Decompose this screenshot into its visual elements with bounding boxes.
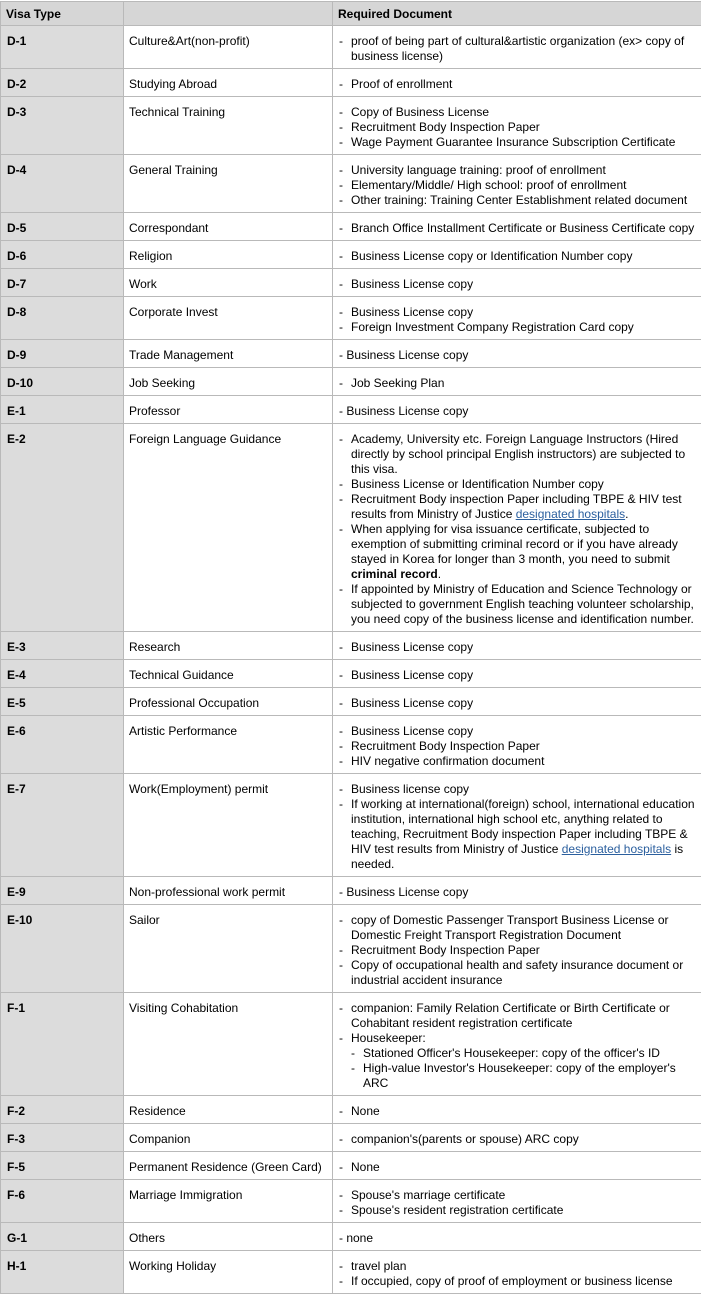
table-row [1, 368, 701, 396]
document-item [339, 739, 697, 754]
text-segment: Proof of enrollment [351, 77, 452, 91]
visa-name: Permanent Residence (Green Card) [124, 1152, 333, 1180]
visa-code: E-6 [1, 716, 124, 774]
document-item [339, 193, 697, 208]
text-segment: Other training: Training Center Establishment related document [351, 193, 687, 207]
required-documents [333, 1180, 701, 1223]
bullet-dash: - [339, 943, 351, 958]
text-segment: Recruitment Body inspection Paper including TBPE & HIV test results from Ministry of Justice [351, 492, 682, 521]
text-segment: Copy of Business License [351, 105, 489, 119]
visa-code: D-10 [1, 368, 124, 396]
required-documents [333, 688, 701, 716]
visa-code: D-9 [1, 340, 124, 368]
document-text [351, 249, 697, 264]
table-row [1, 905, 701, 993]
text-segment: HIV negative confirmation document [351, 754, 544, 768]
document-item [339, 178, 697, 193]
text-segment: - Business License copy [339, 404, 468, 418]
header-visa-type: Visa Type [1, 2, 124, 26]
document-item [339, 105, 697, 120]
document-text [351, 1001, 697, 1031]
text-segment: Academy, University etc. Foreign Language Instructors (Hired directly by school principal English instructors) are subjected to this visa. [351, 432, 685, 476]
document-item [339, 277, 697, 292]
required-documents [333, 368, 701, 396]
text-segment: If working at international(foreign) school, international education institution, international high school etc, anything related to teaching, Recruitment Body inspection Paper including TBPE & HIV test results from Ministry of Justice [351, 797, 695, 856]
table-row [1, 69, 701, 97]
visa-code: F-6 [1, 1180, 124, 1223]
required-documents [333, 660, 701, 688]
document-item [339, 221, 697, 236]
bullet-dash: - [339, 1001, 351, 1016]
document-text [351, 696, 697, 711]
visa-code: F-3 [1, 1124, 124, 1152]
visa-code: H-1 [1, 1251, 124, 1294]
bullet-dash: - [339, 1274, 351, 1289]
visa-name: Non-professional work permit [124, 877, 333, 905]
visa-name: Work(Employment) permit [124, 774, 333, 877]
document-text [351, 1031, 697, 1046]
required-documents [333, 1124, 701, 1152]
visa-name: Research [124, 632, 333, 660]
table-row [1, 993, 701, 1096]
text-segment: Business License copy [351, 724, 473, 738]
bullet-dash: - [339, 754, 351, 769]
document-item [339, 1259, 697, 1274]
bullet-dash: - [339, 277, 351, 292]
text-segment: Business License copy [351, 640, 473, 654]
document-item [339, 376, 697, 391]
visa-code: E-1 [1, 396, 124, 424]
required-documents [333, 1251, 701, 1294]
bullet-dash: - [339, 193, 351, 208]
text-segment: companion's(parents or spouse) ARC copy [351, 1132, 579, 1146]
text-segment: High-value Investor's Housekeeper: copy of the employer's ARC [363, 1061, 676, 1090]
document-text [351, 477, 697, 492]
bullet-dash: - [339, 797, 351, 812]
visa-name: Culture&Art(non-profit) [124, 26, 333, 69]
required-documents [333, 26, 701, 69]
document-text [351, 277, 697, 292]
bullet-dash: - [339, 1160, 351, 1175]
required-documents [333, 241, 701, 269]
bullet-dash: - [339, 135, 351, 150]
table-row [1, 340, 701, 368]
text-segment: is needed. [351, 842, 683, 871]
bullet-dash: - [351, 1061, 363, 1091]
table-row [1, 1124, 701, 1152]
document-text [351, 305, 697, 320]
text-segment: University language training: proof of enrollment [351, 163, 606, 177]
document-text [351, 1203, 697, 1218]
document-item [339, 348, 697, 363]
document-item [339, 305, 697, 320]
document-text [351, 320, 697, 335]
bullet-dash: - [339, 913, 351, 928]
text-segment: Spouse's marriage certificate [351, 1188, 505, 1202]
visa-name: Marriage Immigration [124, 1180, 333, 1223]
document-text [339, 404, 468, 418]
text-segment: Business License or Identification Number copy [351, 477, 604, 491]
bullet-dash: - [339, 249, 351, 264]
visa-name: Visiting Cohabitation [124, 993, 333, 1096]
bullet-dash: - [339, 163, 351, 178]
document-text [351, 221, 697, 236]
visa-code: E-7 [1, 774, 124, 877]
table-row [1, 297, 701, 340]
document-item [339, 34, 697, 64]
document-text [351, 943, 697, 958]
document-text [339, 1231, 373, 1245]
bullet-dash: - [339, 432, 351, 447]
text-segment: Stationed Officer's Housekeeper: copy of the officer's ID [363, 1046, 660, 1060]
document-text [363, 1046, 697, 1061]
required-documents [333, 155, 701, 213]
required-documents [333, 97, 701, 155]
text-segment: - Business License copy [339, 885, 468, 899]
text-segment: Spouse's resident registration certificate [351, 1203, 563, 1217]
table-row [1, 688, 701, 716]
document-item [339, 492, 697, 522]
visa-name: Foreign Language Guidance [124, 424, 333, 632]
text-segment: companion: Family Relation Certificate or Birth Certificate or Cohabitant resident registration certificate [351, 1001, 670, 1030]
document-text [351, 120, 697, 135]
document-item [339, 754, 697, 769]
document-text [351, 739, 697, 754]
visa-name: Working Holiday [124, 1251, 333, 1294]
document-item [339, 913, 697, 943]
visa-name: Companion [124, 1124, 333, 1152]
text-segment: If occupied, copy of proof of employment or business license [351, 1274, 673, 1288]
document-item [339, 477, 697, 492]
document-item [339, 163, 697, 178]
emphasis-text: criminal record [351, 567, 438, 581]
document-text [351, 178, 697, 193]
document-text [351, 105, 697, 120]
document-text [351, 432, 697, 477]
document-text [351, 522, 697, 582]
visa-code: D-4 [1, 155, 124, 213]
table-row [1, 877, 701, 905]
visa-name: Religion [124, 241, 333, 269]
document-text [351, 582, 697, 627]
table-row [1, 155, 701, 213]
document-item [339, 668, 697, 683]
table-body [1, 26, 701, 1294]
bullet-dash: - [339, 724, 351, 739]
bullet-dash: - [339, 668, 351, 683]
table-row [1, 1223, 701, 1251]
document-text [351, 77, 697, 92]
document-text [351, 1160, 697, 1175]
required-documents [333, 213, 701, 241]
table-row [1, 660, 701, 688]
visa-code: E-10 [1, 905, 124, 993]
text-segment: Foreign Investment Company Registration Card copy [351, 320, 634, 334]
visa-code: D-8 [1, 297, 124, 340]
visa-code: F-5 [1, 1152, 124, 1180]
text-segment: Business License copy or Identification Number copy [351, 249, 632, 263]
visa-name: Technical Training [124, 97, 333, 155]
visa-document-table [0, 1, 701, 1294]
document-text [339, 885, 468, 899]
document-text [351, 640, 697, 655]
visa-code: D-1 [1, 26, 124, 69]
text-segment: - none [339, 1231, 373, 1245]
text-segment: None [351, 1160, 380, 1174]
table-row [1, 97, 701, 155]
document-item [339, 782, 697, 797]
table-row [1, 424, 701, 632]
visa-name: Corporate Invest [124, 297, 333, 340]
visa-code: F-1 [1, 993, 124, 1096]
visa-name: Work [124, 269, 333, 297]
text-segment: When applying for visa issuance certificate, subjected to exemption of submitting criminal record or if you have already stayed in Korea for longer than 3 month, you need to submit [351, 522, 678, 566]
bullet-dash: - [339, 77, 351, 92]
text-segment: Recruitment Body Inspection Paper [351, 739, 540, 753]
document-text [351, 376, 697, 391]
text-segment: Business License copy [351, 277, 473, 291]
bullet-dash: - [339, 120, 351, 135]
bullet-dash: - [339, 696, 351, 711]
table-row [1, 632, 701, 660]
text-segment: None [351, 1104, 380, 1118]
required-documents [333, 297, 701, 340]
bullet-dash: - [339, 320, 351, 335]
text-segment: copy of Domestic Passenger Transport Business License or Domestic Freight Transport Registration Document [351, 913, 668, 942]
document-item [339, 640, 697, 655]
required-documents [333, 1096, 701, 1124]
required-documents [333, 1152, 701, 1180]
document-item [339, 1188, 697, 1203]
text-segment: Branch Office Installment Certificate or Business Certificate copy [351, 221, 694, 235]
required-documents [333, 993, 701, 1096]
document-text [351, 163, 697, 178]
document-item [339, 404, 697, 419]
document-text [351, 1188, 697, 1203]
document-item [339, 1104, 697, 1119]
document-text [351, 754, 697, 769]
text-segment: Elementary/Middle/ High school: proof of enrollment [351, 178, 626, 192]
bullet-dash: - [339, 105, 351, 120]
table-row [1, 1251, 701, 1294]
required-documents [333, 269, 701, 297]
visa-name: Job Seeking [124, 368, 333, 396]
required-documents [333, 396, 701, 424]
document-text [351, 1274, 697, 1289]
text-segment: Job Seeking Plan [351, 376, 444, 390]
document-item [339, 1001, 697, 1031]
visa-name: Residence [124, 1096, 333, 1124]
visa-name: Studying Abroad [124, 69, 333, 97]
visa-code: D-6 [1, 241, 124, 269]
text-segment: Business License copy [351, 696, 473, 710]
text-segment: Copy of occupational health and safety insurance document or industrial accident insurance [351, 958, 683, 987]
visa-name: Correspondant [124, 213, 333, 241]
bullet-dash: - [339, 1188, 351, 1203]
designated-hospitals-link[interactable]: designated hospitals [516, 507, 625, 521]
text-segment: Business license copy [351, 782, 469, 796]
document-item [339, 1160, 697, 1175]
visa-name: Professor [124, 396, 333, 424]
document-item [339, 696, 697, 711]
visa-code: D-7 [1, 269, 124, 297]
table-row [1, 1180, 701, 1223]
text-segment: Business License copy [351, 305, 473, 319]
document-subitem [339, 1046, 697, 1061]
document-item [339, 1274, 697, 1289]
text-segment: - Business License copy [339, 348, 468, 362]
document-item [339, 135, 697, 150]
document-item [339, 432, 697, 477]
table-row [1, 1152, 701, 1180]
bullet-dash: - [339, 477, 351, 492]
text-segment: If appointed by Ministry of Education and Science Technology or subjected to government English teaching volunteer scholarship, you need copy of the business license and identification number. [351, 582, 694, 626]
document-item [339, 1132, 697, 1147]
document-text [363, 1061, 697, 1091]
document-text [351, 34, 697, 64]
visa-name: Technical Guidance [124, 660, 333, 688]
document-item [339, 1231, 697, 1246]
table-row [1, 269, 701, 297]
required-documents [333, 905, 701, 993]
table-row [1, 716, 701, 774]
visa-code: E-3 [1, 632, 124, 660]
document-item [339, 522, 697, 582]
table-row [1, 241, 701, 269]
document-item [339, 1203, 697, 1218]
required-documents [333, 774, 701, 877]
bullet-dash: - [339, 582, 351, 597]
required-documents [333, 877, 701, 905]
document-text [351, 1104, 697, 1119]
visa-name: Trade Management [124, 340, 333, 368]
bullet-dash: - [339, 305, 351, 320]
document-text [351, 913, 697, 943]
document-item [339, 958, 697, 988]
bullet-dash: - [339, 522, 351, 537]
text-segment: Recruitment Body Inspection Paper [351, 120, 540, 134]
bullet-dash: - [351, 1046, 363, 1061]
document-text [351, 135, 697, 150]
header-visa-name [124, 2, 333, 26]
visa-code: D-5 [1, 213, 124, 241]
document-item [339, 320, 697, 335]
table-row [1, 26, 701, 69]
text-segment: travel plan [351, 1259, 406, 1273]
bullet-dash: - [339, 958, 351, 973]
bullet-dash: - [339, 492, 351, 507]
visa-code: F-2 [1, 1096, 124, 1124]
visa-code: E-4 [1, 660, 124, 688]
table-row [1, 213, 701, 241]
table-row [1, 1096, 701, 1124]
document-item [339, 77, 697, 92]
document-text [351, 958, 697, 988]
document-item [339, 943, 697, 958]
document-item [339, 582, 697, 627]
visa-name: General Training [124, 155, 333, 213]
document-item [339, 885, 697, 900]
table-header-row [1, 2, 701, 26]
text-segment: . [438, 567, 441, 581]
document-item [339, 1031, 697, 1046]
visa-name: Others [124, 1223, 333, 1251]
required-documents [333, 69, 701, 97]
table-row [1, 774, 701, 877]
required-documents [333, 716, 701, 774]
bullet-dash: - [339, 782, 351, 797]
document-item [339, 249, 697, 264]
visa-name: Artistic Performance [124, 716, 333, 774]
visa-code: D-2 [1, 69, 124, 97]
text-segment: . [625, 507, 628, 521]
document-text [351, 1132, 697, 1147]
bullet-dash: - [339, 1259, 351, 1274]
visa-name: Sailor [124, 905, 333, 993]
bullet-dash: - [339, 178, 351, 193]
bullet-dash: - [339, 1132, 351, 1147]
text-segment: Housekeeper: [351, 1031, 426, 1045]
required-documents [333, 632, 701, 660]
document-text [351, 492, 697, 522]
document-text [351, 724, 697, 739]
header-required-document: Required Document [333, 2, 701, 26]
required-documents [333, 424, 701, 632]
document-text [351, 797, 697, 872]
visa-name: Professional Occupation [124, 688, 333, 716]
bullet-dash: - [339, 739, 351, 754]
document-item [339, 120, 697, 135]
visa-code: E-9 [1, 877, 124, 905]
document-text [339, 348, 468, 362]
designated-hospitals-link[interactable]: designated hospitals [562, 842, 671, 856]
text-segment: Recruitment Body Inspection Paper [351, 943, 540, 957]
document-text [351, 1259, 697, 1274]
document-text [351, 668, 697, 683]
document-item [339, 724, 697, 739]
visa-code: E-2 [1, 424, 124, 632]
document-text [351, 782, 697, 797]
table-row [1, 396, 701, 424]
text-segment: proof of being part of cultural&artistic organization (ex> copy of business license) [351, 34, 684, 63]
text-segment: Business License copy [351, 668, 473, 682]
required-documents [333, 340, 701, 368]
bullet-dash: - [339, 1203, 351, 1218]
document-item [339, 797, 697, 872]
visa-code: D-3 [1, 97, 124, 155]
bullet-dash: - [339, 640, 351, 655]
bullet-dash: - [339, 34, 351, 49]
bullet-dash: - [339, 1031, 351, 1046]
document-text [351, 193, 697, 208]
bullet-dash: - [339, 376, 351, 391]
document-subitem [339, 1061, 697, 1091]
visa-code: E-5 [1, 688, 124, 716]
required-documents [333, 1223, 701, 1251]
visa-code: G-1 [1, 1223, 124, 1251]
bullet-dash: - [339, 1104, 351, 1119]
text-segment: Wage Payment Guarantee Insurance Subscription Certificate [351, 135, 675, 149]
bullet-dash: - [339, 221, 351, 236]
